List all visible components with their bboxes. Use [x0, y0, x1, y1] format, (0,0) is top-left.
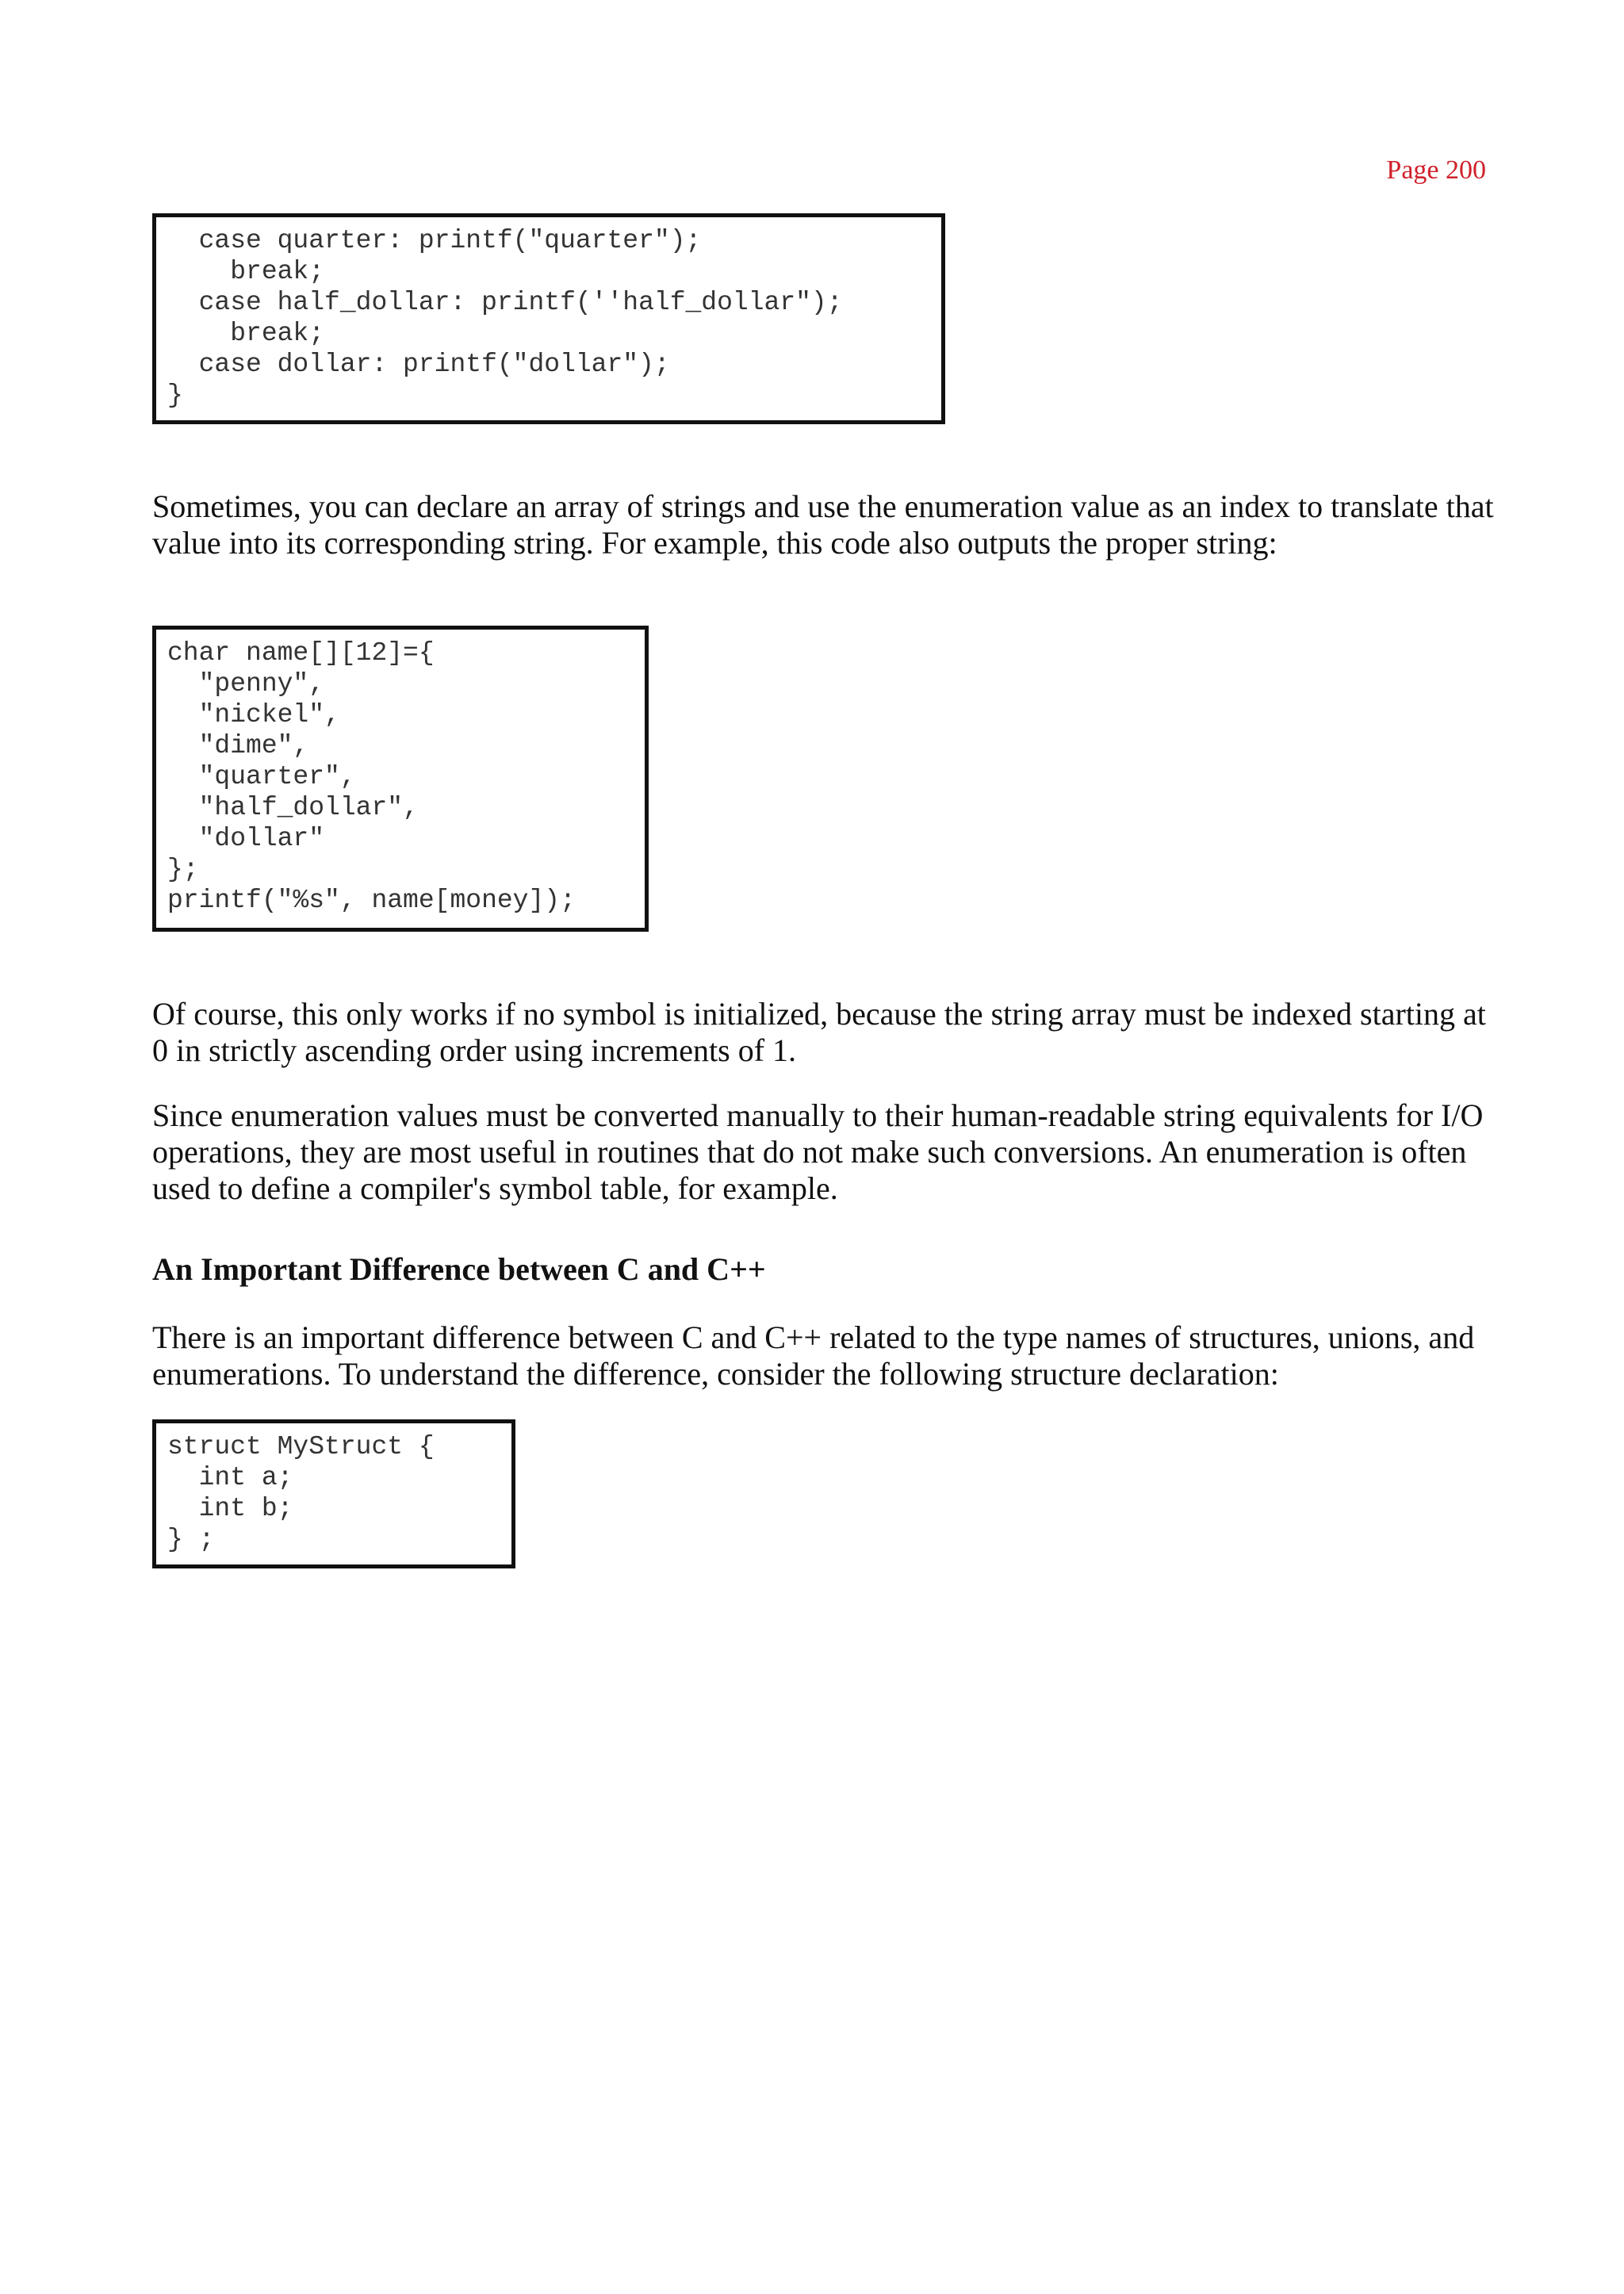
paragraph-c-vs-cpp: There is an important difference between C and C++ related to the type names of structures, unions, and enumerations. To understand the difference, consider the following structure declaration: — [152, 1319, 1475, 1392]
paragraph-only-works-if: Of course, this only works if no symbol is initialized, because the string array must be indexed starting at 0 in strictly ascending order using increments of 1. — [152, 996, 1486, 1068]
code-text: case quarter: printf("quarter"); break; case half_dollar: printf(''half_dollar"); break; case dollar: printf("dollar"); } — [167, 226, 843, 410]
page-number: Page 200 — [1386, 155, 1486, 185]
section-heading: An Important Difference between C and C++ — [152, 1251, 766, 1287]
code-text: struct MyStruct { int a; int b; } ; — [167, 1432, 435, 1554]
paragraph-conversion-note: Since enumeration values must be converted manually to their human-readable string equivalents for I/O operations, they are most useful in routines that do not make such conversions. An enumeration is often used to define a compiler's symbol table, for example. — [152, 1097, 1484, 1206]
paragraph-array-of-strings: Sometimes, you can declare an array of strings and use the enumeration value as an index to translate that value into its corresponding string. For example, this code also outputs the proper string: — [152, 488, 1494, 561]
code-block-struct-declaration — [152, 1419, 515, 1568]
code-block-name-array — [152, 626, 649, 932]
code-block-switch-cases — [152, 213, 945, 424]
code-text: char name[][12]={ "penny", "nickel", "dime", "quarter", "half_dollar", "dollar" }; printf("%s", name[money]); — [167, 638, 576, 915]
